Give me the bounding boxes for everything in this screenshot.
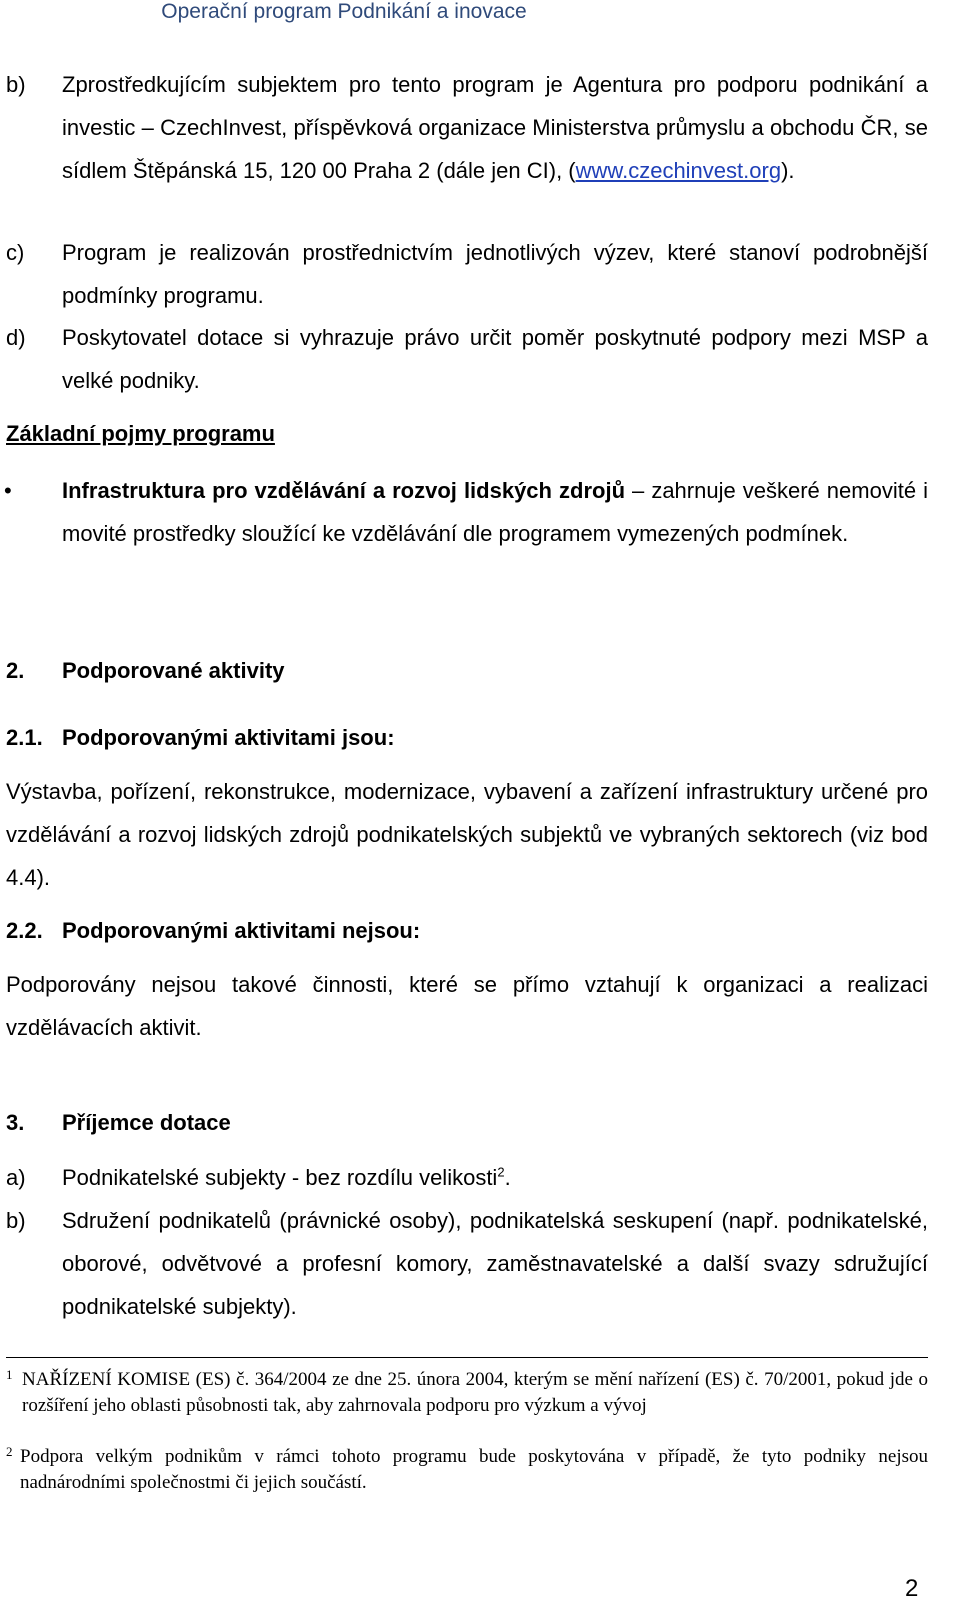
supported-activities-text: Výstavba, pořízení, rekonstrukce, modernizace, vybavení a zařízení infrastruktury určené pro vzdělávání a rozvoj lidských zdrojů podnikatelských subjektů ve vybraných sektorech (viz bod 4.4). — [6, 779, 928, 890]
footnote-1-text: NAŘÍZENÍ KOMISE (ES) č. 364/2004 ze dne 25. února 2004, kterým se mění nařízení (ES) č. 70/2001, pokud jde o rozšíření jeho oblasti působnosti tak, aby zahrnovala podporu pro výzkum a vývoj — [22, 1369, 928, 1416]
page-number: 2 — [905, 1575, 919, 1602]
list-label-c: c) — [6, 240, 25, 265]
basic-terms-heading: Základní pojmy programu — [6, 421, 275, 446]
list-label-b: b) — [6, 72, 26, 97]
infrastructure-term: Infrastruktura pro vzdělávání a rozvoj lidských zdrojů — [62, 478, 626, 503]
footnote-divider — [6, 1357, 928, 1358]
list-label-3b: b) — [6, 1208, 26, 1233]
section-2-number: 2. — [6, 658, 25, 683]
intermediary-text-end: ). — [781, 158, 795, 183]
recipient-a-paragraph — [62, 1156, 928, 1199]
intermediary-paragraph — [62, 63, 928, 192]
list-label-3a: a) — [6, 1165, 26, 1190]
section-2-title: Podporované aktivity — [62, 658, 285, 683]
section-2-2-title: Podporovanými aktivitami nejsou: — [62, 918, 421, 943]
recipient-b-paragraph: Sdružení podnikatelů (právnické osoby), podnikatelská seskupení (např. podnikatelské, oborové, odvětvové a profesní komory, zaměstnavatelské a další svazy sdružující podnikatelské subjekty). — [62, 1208, 928, 1319]
section-2-1-title: Podporovanými aktivitami jsou: — [62, 725, 395, 750]
footnote-1-mark: 1 — [6, 1367, 13, 1382]
footnote-ref-2[interactable]: 2 — [497, 1164, 505, 1180]
intermediary-text: Zprostředkujícím subjektem pro tento program je Agentura pro podporu podnikání a investic – CzechInvest, příspěvková organizace Ministerstva průmyslu a obchodu ČR, se sídlem Štěpánská 15, 120 00 Praha 2 (dále jen CI), ( — [62, 72, 928, 183]
recipient-a-text: Podnikatelské subjekty - bez rozdílu velikosti — [62, 1165, 498, 1190]
support-ratio-paragraph: Poskytovatel dotace si vyhrazuje právo určit poměr poskytnuté podpory mezi MSP a velké podniky. — [62, 325, 928, 393]
infrastructure-definition-text: – zahrnuje veškeré nemovité i movité prostředky sloužící ke vzdělávání dle programem vymezených podmínek. — [62, 478, 928, 546]
unsupported-activities-text: Podporovány nejsou takové činnosti, které se přímo vztahují k organizaci a realizaci vzdělávacích aktivit. — [6, 972, 928, 1040]
section-2-1-number: 2.1. — [6, 725, 43, 750]
page-header: Operační program Podnikání a inovace — [161, 0, 527, 23]
recipient-a-end: . — [504, 1165, 511, 1190]
section-3-title: Příjemce dotace — [62, 1110, 231, 1135]
section-3-number: 3. — [6, 1110, 25, 1135]
footnote-2-mark: 2 — [6, 1444, 13, 1459]
section-2-2-number: 2.2. — [6, 918, 43, 943]
program-calls-paragraph: Program je realizován prostřednictvím jednotlivých výzev, které stanoví podrobnější podmínky programu. — [62, 240, 928, 308]
footnote-2-text: Podpora velkým podnikům v rámci tohoto programu bude poskytována v případě, že tyto podniky nejsou nadnárodními společnostmi či jejich součástí. — [20, 1446, 928, 1493]
infrastructure-definition — [62, 469, 928, 555]
list-label-d: d) — [6, 325, 26, 350]
czechinvest-link[interactable]: www.czechinvest.org — [575, 158, 782, 183]
bullet-icon: • — [4, 478, 12, 503]
